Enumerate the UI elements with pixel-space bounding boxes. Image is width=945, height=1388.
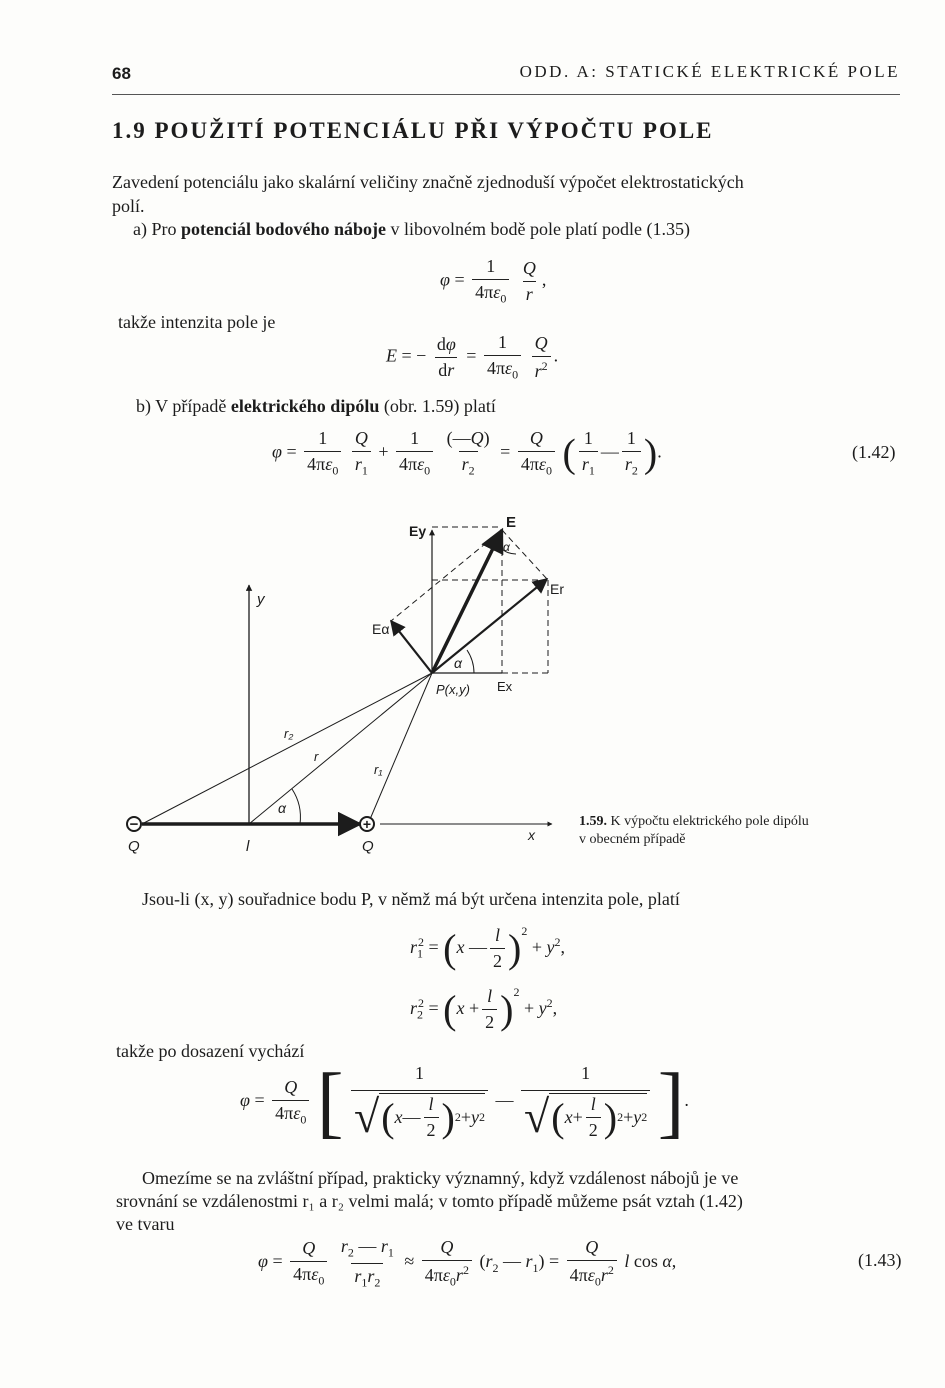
figure-caption (579, 813, 809, 849)
equation-1-42: φ = $\frac{1}{4\pi\varepsilon_0}$ $\frac{Q}{r_1}$ + $\frac{1}{4\pi\varepsilon_0}$ $\frac{(—Q)}{r_2}$ = $\frac{Q}{4\pi\varepsilon_0}$ ( $\frac{1}{r_1}$ — $\frac{1}{r_2}$ ). (272, 428, 662, 478)
header-rule (112, 94, 900, 95)
intensity-text: takže intenzita pole je (118, 312, 276, 332)
limit-line-1: Omezíme se na zvláštní případ, prakticky významný, když vzdálenost nábojů je ve (142, 1168, 739, 1188)
equation-number-1-43: (1.43) (858, 1250, 902, 1270)
equation-r2-squared: $r_2^2 = (x$ + $\frac{l}{2}$ )$^2 + y^2$, (410, 985, 558, 1033)
pos-sign: + (362, 816, 372, 832)
label-e: E (506, 514, 517, 531)
line-r1 (368, 673, 432, 824)
label-ex: Ex (497, 679, 513, 694)
alpha-arc-p (467, 650, 474, 673)
coords-text: Jsou-li (x, y) souřadnice bodu P, v němž má být určena intenzita pole, platí (142, 889, 680, 909)
ealpha-vector (391, 621, 432, 673)
label-alpha-p: α (454, 655, 462, 671)
equation-number-1-42: (1.42) (852, 442, 896, 462)
equation-phi-substituted: φ = $\frac{Q}{4\pi\varepsilon_0}$ [ 1 √ ( x — $\frac{l}{2}$ ) 2 + y 2 — 1 √ ( x + $\frac{l}{2}$ ) 2 + y 2 ]. (240, 1058, 689, 1146)
label-r1: r₁ (374, 762, 383, 777)
label-ealpha: Eα (372, 621, 390, 637)
paragraph-b (136, 396, 496, 417)
equation-phi-point: φ = $\frac{1}{4\pi\varepsilon_0}$ $\frac{Q}{r}$ , (440, 256, 547, 306)
page-number: 68 (112, 64, 131, 83)
er-vector (432, 579, 547, 673)
limit-line-2: srovnání se vzdálenostmi r₁ a r₂ velmi malá; v tomto případě můžeme psát vztah (1.42) (116, 1191, 743, 1211)
section-title: 1.9 POUŽITÍ POTENCIÁLU PŘI VÝPOČTU POLE (112, 118, 714, 143)
caption-line-1: K výpočtu elektrického pole dipólu (610, 814, 809, 829)
label-q-negative: Q (128, 838, 140, 855)
line-r2 (142, 673, 432, 824)
label-point-p: P(x,y) (436, 682, 470, 697)
paragraph-b-bold: elektrického dipólu (230, 396, 380, 416)
substitution-text: takže po dosazení vychází (116, 1041, 305, 1061)
alpha-arc-origin (292, 789, 300, 824)
paragraph-a (133, 219, 690, 240)
paragraph-b-prefix: b) V případě (136, 396, 231, 416)
paragraph-b-suffix: (obr. 1.59) platí (379, 396, 496, 416)
label-er: Er (550, 581, 564, 597)
figure-dipole-diagram (110, 505, 570, 865)
intro-line-2: polí. (112, 196, 145, 216)
label-alpha-origin: α (278, 800, 286, 816)
label-l: l (246, 838, 250, 855)
paragraph-a-suffix: v libovolném bodě pole platí podle (1.35) (386, 219, 690, 239)
intro-line-1: Zavedení potenciálu jako skalární veličiny značně zjednoduší výpočet elektrostatických (112, 172, 744, 192)
equation-1-43: φ = $\frac{Q}{4\pi\varepsilon_0}$ $\frac{r_2 — r_1}{r_1r_2}$ ≈ $\frac{Q}{4\pi\varepsilon_0r^2}$ ($r_2$ — $r_1$) = $\frac{Q}{4\pi\varepsilon_0r^2}$ l cos α, (258, 1236, 677, 1290)
line-r (249, 673, 432, 824)
caption-line-2: v obecném případě (579, 832, 686, 847)
e-vector (432, 530, 502, 673)
running-title: ODD. A: STATICKÉ ELEKTRICKÉ POLE (519, 62, 900, 81)
label-y-axis: y (257, 591, 265, 608)
label-alpha-e: α (503, 540, 510, 554)
label-q-positive: Q (362, 838, 374, 855)
caption-number: 1.59. (579, 814, 607, 829)
label-r2: r₂ (284, 726, 294, 741)
label-ey: Ey (409, 523, 427, 539)
equation-intensity: E = − $\frac{d\varphi}{dr}$ = $\frac{1}{4\pi\varepsilon_0}$ $\frac{Q}{r^2}$ . (386, 332, 559, 382)
label-r: r (314, 749, 319, 764)
paragraph-a-prefix: a) Pro (133, 219, 181, 239)
equation-r1-squared: $r_1^2 = (x$ — $\frac{l}{2}$ )$^2 + y^2$, (410, 924, 565, 972)
label-x-axis: x (528, 827, 535, 843)
limit-line-3: ve tvaru (116, 1214, 175, 1234)
paragraph-a-bold: potenciál bodového náboje (181, 219, 387, 239)
neg-sign: − (129, 816, 139, 833)
